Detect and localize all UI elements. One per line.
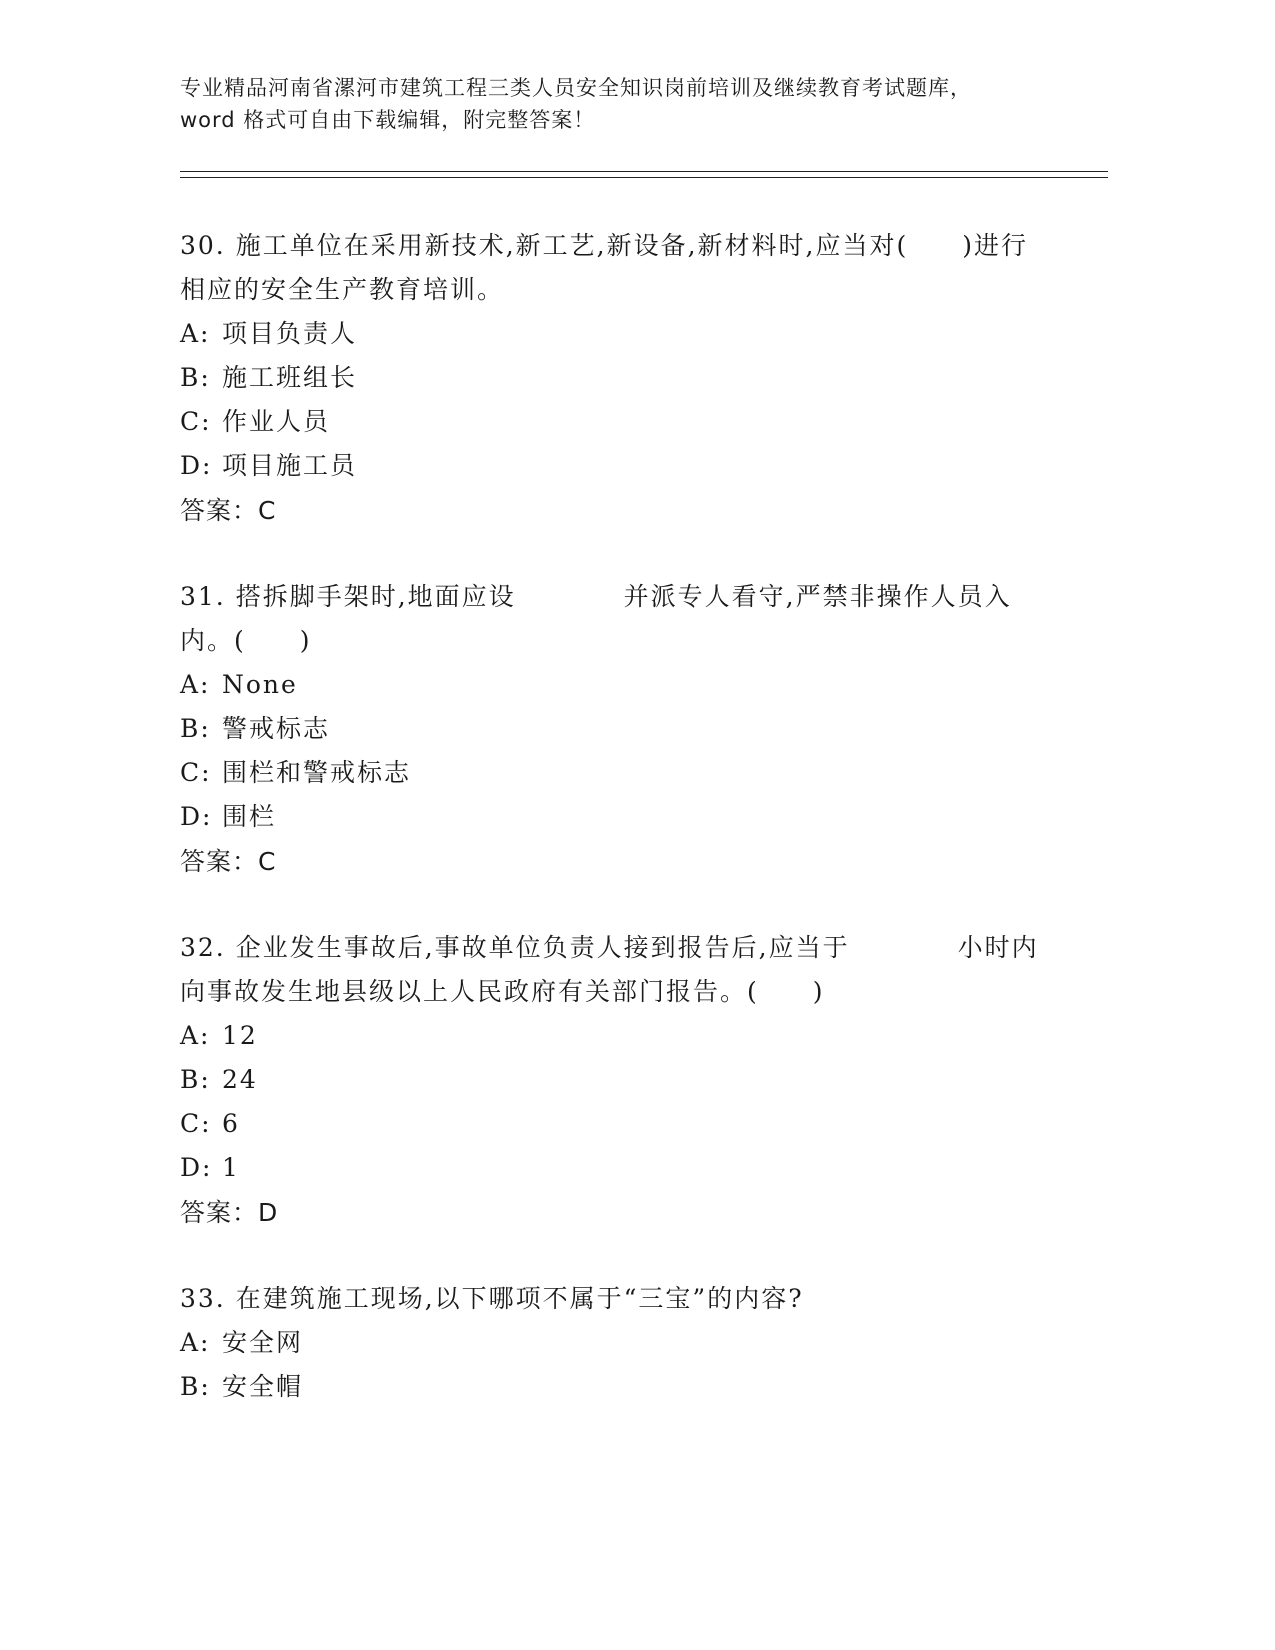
header-line-2: word 格式可自由下载编辑，附完整答案！ [180,108,596,132]
option-b [180,1365,1050,1409]
option-key: C: [180,1109,212,1138]
option-key: B: [180,363,211,392]
option-value: 安全网 [222,1328,304,1357]
question-text: 33. 在建筑施工现场,以下哪项不属于“三宝”的内容? [180,1284,804,1313]
question-text: 32. 企业发生事故后,事故单位负责人接到报告后,应当于 小时内向事故发生地县级以上人民政府有关部门报告。( ) [180,933,1039,1006]
option-value: 24 [222,1065,258,1094]
option-value: 警戒标志 [222,714,331,743]
option-value: 1 [222,1153,240,1182]
option-value: 项目施工员 [222,451,358,480]
header-line-1: 专业精品河南省漯河市建筑工程三类人员安全知识岗前培训及继续教育考试题库， [180,76,972,100]
option-key: B: [180,714,211,743]
option-key: A: [180,319,211,348]
option-value: 项目负责人 [222,319,358,348]
option-key: A: [180,1021,211,1050]
question-text: 30. 施工单位在采用新技术,新工艺,新设备,新材料时,应当对( )进行相应的安全生产教育培训。 [180,231,1029,304]
option-d [180,795,1050,839]
answer-line: 答案：D [180,1198,279,1227]
answer-line: 答案：C [180,496,277,525]
question-31 [180,575,1050,884]
option-value: None [222,670,298,699]
option-key: B: [180,1065,211,1094]
option-value: 6 [222,1109,240,1138]
option-d [180,1146,1050,1190]
header-divider-bottom [180,177,1108,178]
option-d [180,444,1050,488]
option-key: D: [180,1153,213,1182]
option-value: 施工班组长 [222,363,358,392]
option-value: 围栏 [222,802,277,831]
option-b [180,1058,1050,1102]
document-header [180,72,1100,136]
option-b [180,707,1050,751]
question-list [180,224,1050,1451]
question-33 [180,1277,1050,1409]
option-key: D: [180,802,213,831]
option-a [180,1014,1050,1058]
option-a [180,663,1050,707]
option-key: C: [180,758,212,787]
option-key: C: [180,407,212,436]
option-key: B: [180,1372,211,1401]
option-c [180,751,1050,795]
header-divider-top [180,171,1108,172]
option-value: 作业人员 [222,407,331,436]
option-key: A: [180,1328,211,1357]
question-30 [180,224,1050,533]
option-a [180,1321,1050,1365]
option-b [180,356,1050,400]
option-a [180,312,1050,356]
answer-line: 答案：C [180,847,277,876]
question-32 [180,926,1050,1235]
option-key: D: [180,451,213,480]
option-key: A: [180,670,211,699]
option-value: 12 [222,1021,258,1050]
option-value: 安全帽 [222,1372,304,1401]
option-c [180,1102,1050,1146]
option-value: 围栏和警戒标志 [222,758,412,787]
question-text: 31. 搭拆脚手架时,地面应设 并派专人看守,严禁非操作人员入内。( ) [180,582,1012,655]
option-c [180,400,1050,444]
